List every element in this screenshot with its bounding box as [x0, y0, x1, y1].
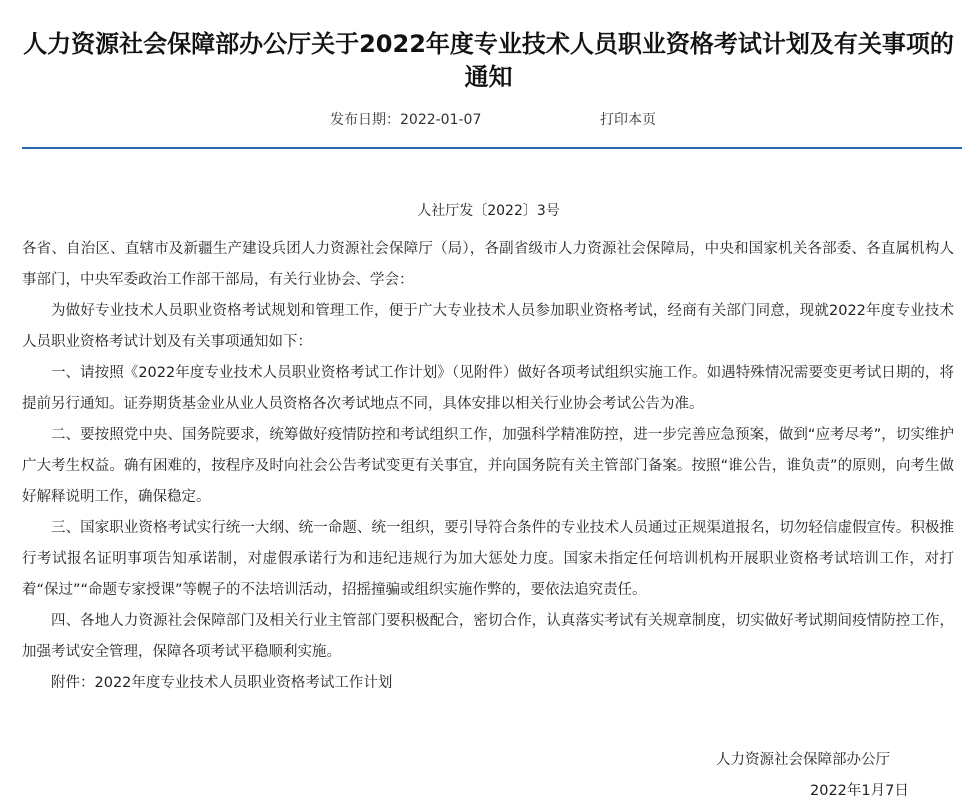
body-paragraph-1: 一、请按照《2022年度专业技术人员职业资格考试工作计划》（见附件）做好各项考试组织实施工作。如遇特殊情况需要变更考试日期的，将提前另行通知。证券期货基金业从业人员资格各次考试地点不同，具体安排以相关行业协会考试公告为准。 — [22, 365, 954, 412]
addressee: 各省、自治区、直辖市及新疆生产建设兵团人力资源社会保障厅（局），各副省级市人力资源社会保障局，中央和国家机关各部委、各直属机构人事部门，中央军委政治工作部干部局，有关行业协会、学会： — [22, 241, 954, 288]
issue-date: 2022年1月7日 — [810, 783, 909, 799]
body-paragraph-4: 四、各地人力资源社会保障部门及相关行业主管部门要积极配合，密切合作，认真落实考试有关规章制度，切实做好考试期间疫情防控工作，加强考试安全管理，保障各项考试平稳顺利实施。 — [22, 613, 954, 660]
page-title: 人力资源社会保障部办公厅关于2022年度专业技术人员职业资格考试计划及有关事项的通知 — [23, 30, 954, 91]
title-divider — [22, 147, 962, 149]
document-number: 人社厅发〔2022〕3号 — [417, 203, 560, 219]
article-body — [22, 234, 954, 699]
body-paragraph-intro: 为做好专业技术人员职业资格考试规划和管理工作，便于广大专业技术人员参加职业资格考试，经商有关部门同意，现就2022年度专业技术人员职业资格考试计划及有关事项通知如下： — [22, 303, 954, 350]
body-paragraph-3: 三、国家职业资格考试实行统一大纲、统一命题、统一组织，要引导符合条件的专业技术人员通过正规渠道报名，切勿轻信虚假宣传。积极推行考试报名证明事项告知承诺制，对虚假承诺行为和违纪违规行为加大惩处力度。国家未指定任何培训机构开展职业资格考试培训工作，对打着“保过”“命题专家授课”等幌子的不法培训活动，招摇撞骗或组织实施作弊的，要依法追究责任。 — [22, 520, 954, 598]
publish-date: 发布日期：2022-01-07 — [330, 112, 482, 128]
article-meta — [0, 109, 977, 129]
attachment-line: 附件：2022年度专业技术人员职业资格考试工作计划 — [51, 675, 393, 691]
body-paragraph-2: 二、要按照党中央、国务院要求，统筹做好疫情防控和考试组织工作，加强科学精准防控，进一步完善应急预案，做到“应考尽考”，切实维护广大考生权益。确有困难的，按程序及时向社会公告考试变更有关事宜，并向国务院有关主管部门备案。按照“谁公告，谁负责”的原则，向考生做好解释说明工作，确保稳定。 — [22, 427, 954, 505]
print-page-link[interactable]: 打印本页 — [600, 112, 656, 128]
issuer-signature: 人力资源社会保障部办公厅 — [716, 752, 890, 768]
